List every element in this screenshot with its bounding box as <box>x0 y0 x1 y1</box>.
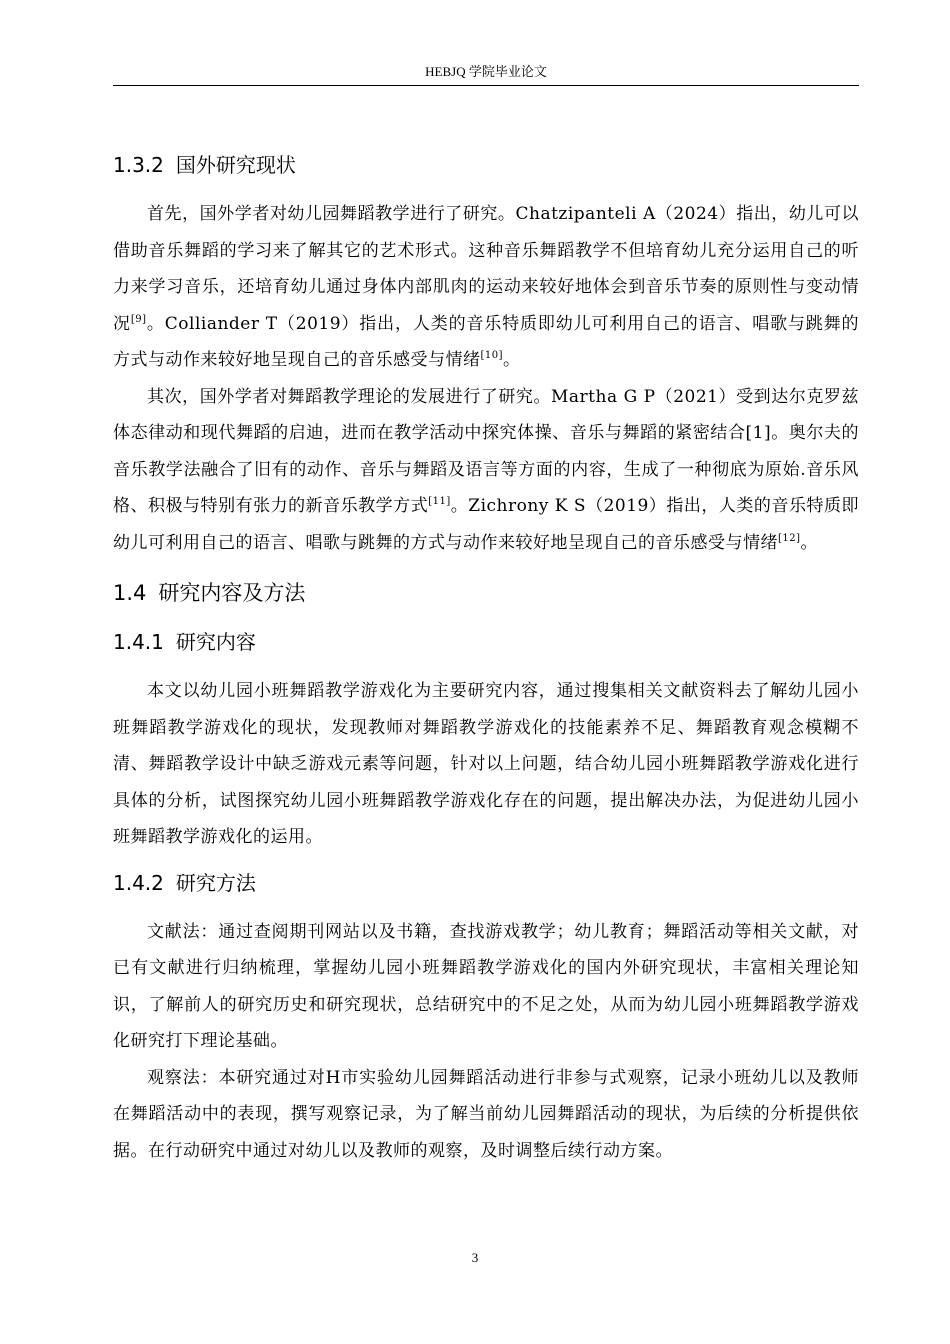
paragraph-text: 其次，国外学者对舞蹈教学理论的发展进行了研究。Martha G P（2021）受到达尔克罗兹体态律动和现代舞蹈的启迪，进而在教学活动中探究体操、音乐与舞蹈的紧密结合[1]。奥尔夫的音乐教学法融合了旧有的动作、音乐与舞蹈及语言等方面的内容，生成了一种彻底为原始.音乐风格、积极与特别有张力的新音乐教学方式 <box>113 386 859 516</box>
section-title: 国外研究现状 <box>175 153 296 177</box>
section-title: 研究内容及方法 <box>158 581 306 605</box>
citation-ref: [9] <box>130 313 147 325</box>
paragraph: 观察法：本研究通过对H市实验幼儿园舞蹈活动进行非参与式观察，记录小班幼儿以及教师在舞蹈活动中的表现，撰写观察记录，为了解当前幼儿园舞蹈活动的现状，为后续的分析提供依据。在行动研究中通过对幼儿以及教师的观察，及时调整后续行动方案。 <box>113 1067 859 1161</box>
paragraph-text: 。 <box>800 532 819 553</box>
paragraph-text: 首先，国外学者对幼儿园舞蹈教学进行了研究。Chatzipanteli A（2024）指出，幼儿可以借助音乐舞蹈的学习来了解其它的艺术形式。这种音乐舞蹈教学不但培育幼儿充分运用自己的听力来学习音乐，还培育幼儿通过身体内部肌肉的运动来较好地体会到音乐节奏的原则性与变动情况 <box>113 204 859 334</box>
page-header <box>113 63 859 86</box>
citation-ref: [12] <box>778 532 801 544</box>
section-number: 1.4.1 <box>113 630 164 654</box>
section-number: 1.4.2 <box>113 870 164 895</box>
paragraph-text: 。 <box>503 350 521 370</box>
page-number: 3 <box>471 1250 479 1265</box>
citation-ref: [10] <box>480 350 504 361</box>
paragraph <box>113 196 859 379</box>
paragraph-text: 。Zichrony K S（2019）指出，人类的音乐特质即幼儿可利用自己的语言、唱歌与跳舞的方式与动作来较好地呈现自己的音乐感受与情绪 <box>113 496 859 553</box>
paragraph: 本文以幼儿园小班舞蹈教学游戏化为主要研究内容，通过搜集相关文献资料去了解幼儿园小班舞蹈教学游戏化的现状，发现教师对舞蹈教学游戏化的技能素养不足、舞蹈教育观念模糊不清、舞蹈教学设计中缺乏游戏元素等问题，针对以上问题，结合幼儿园小班舞蹈教学游戏化进行具体的分析，试图探究幼儿园小班舞蹈教学游戏化存在的问题，提出解决办法，为促进幼儿园小班舞蹈教学游戏化的运用。 <box>113 681 859 847</box>
page-body <box>113 138 859 1169</box>
header-title: HEBJQ 学院毕业论文 <box>425 64 547 79</box>
section-number: 1.3.2 <box>113 153 164 177</box>
section-title: 研究内容 <box>175 630 256 654</box>
section-heading-1-4 <box>113 575 859 611</box>
section-heading-1-4-1 <box>113 625 859 659</box>
paragraph-text: 。Colliander T（2019）指出，人类的音乐特质即幼儿可利用自己的语言、唱歌与跳舞的方式与动作来较好地呈现自己的音乐感受与情绪 <box>113 313 860 370</box>
section-heading-1-3-2 <box>113 148 859 182</box>
section-heading-1-4-2 <box>113 866 859 900</box>
section-number: 1.4 <box>113 581 147 605</box>
paragraph: 文献法：通过查阅期刊网站以及书籍，查找游戏教学；幼儿教育；舞蹈活动等相关文献，对已有文献进行归纳梳理，掌握幼儿园小班舞蹈教学游戏化的国内外研究现状，丰富相关理论知识，了解前人的研究历史和研究现状，总结研究中的不足之处，从而为幼儿园小班舞蹈教学游戏化研究打下理论基础。 <box>113 921 859 1051</box>
paragraph <box>113 379 859 562</box>
citation-ref: [11] <box>428 496 451 507</box>
section-title: 研究方法 <box>175 870 256 895</box>
